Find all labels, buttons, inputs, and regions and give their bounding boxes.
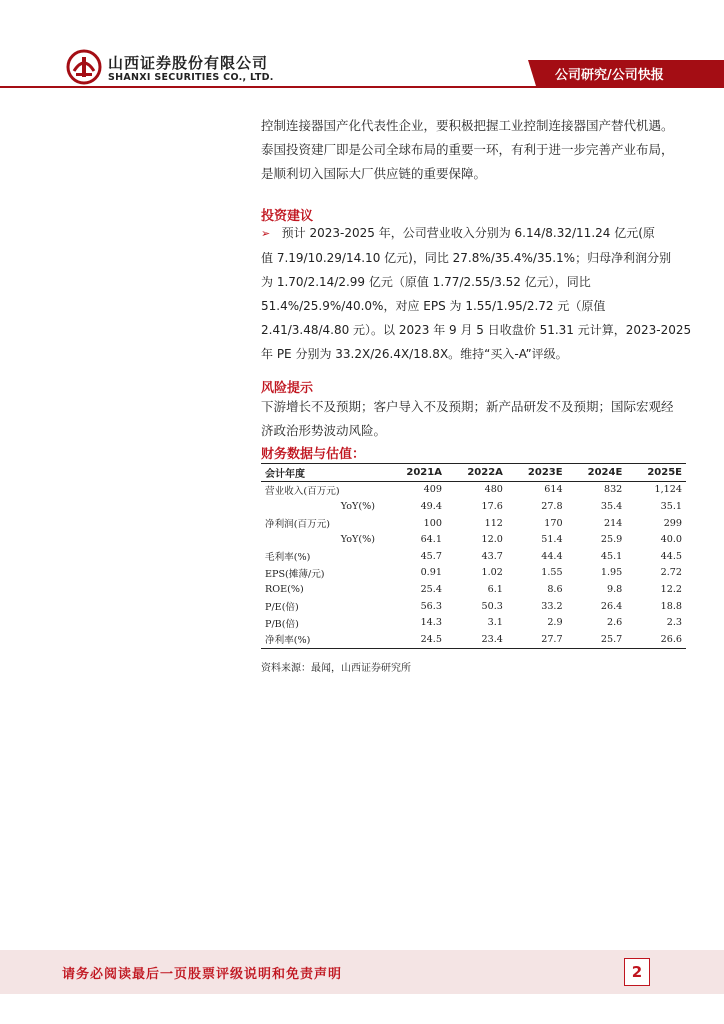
risk-line: 下游增长不及预期；客户导入不及预期；新产品研发不及预期；国际宏观经 [261, 399, 674, 414]
investment-line [261, 221, 691, 246]
table-cell: 45.7 [420, 550, 442, 562]
table-row [261, 614, 686, 631]
table-cell: 2.3 [666, 617, 682, 629]
table-body [261, 481, 686, 648]
table-cell: 14.3 [420, 617, 442, 629]
investment-line: 2.41/3.48/4.80 元）。以 2023 年 9 月 5 日收盘价 51.31 元计算，2023-2025 [261, 323, 692, 337]
table-cell: 49.4 [420, 500, 442, 512]
intro-line: 控制连接器国产化代表性企业，要积极把握工业控制连接器国产替代机遇。 [261, 118, 674, 133]
risk-title: 风险提示 [261, 381, 314, 396]
table-cell: 12.2 [660, 583, 682, 595]
row-label: YoY(%) [340, 534, 375, 546]
financials-table [261, 463, 686, 649]
table-row [261, 548, 686, 565]
table-cell: 25.9 [600, 534, 623, 546]
table-cell: 832 [603, 484, 623, 496]
table-cell: 170 [544, 517, 563, 529]
table-cell: 26.4 [600, 600, 623, 612]
table-header-cell: 会计年度 [265, 468, 305, 480]
table-cell: 18.8 [660, 600, 682, 612]
table-cell: 33.2 [541, 600, 563, 612]
risk-paragraph [261, 395, 691, 443]
table-cell: 6.1 [487, 583, 503, 595]
table-cell: 51.4 [541, 534, 563, 546]
investment-paragraph [261, 221, 691, 366]
intro-paragraph [261, 114, 691, 186]
table-cell: 25.7 [600, 633, 623, 645]
table-cell: 2.6 [607, 617, 623, 629]
table-cell: 64.1 [420, 534, 442, 546]
table-cell: 112 [484, 517, 503, 529]
row-label: 净利润(百万元) [265, 519, 331, 531]
row-label: 净利率(%) [265, 635, 311, 647]
table-cell: 43.7 [481, 550, 503, 562]
table-header-cell: 2022A [467, 466, 503, 478]
table-cell: 2.72 [660, 567, 682, 579]
table-row [261, 531, 686, 548]
table-cell: 1.55 [541, 567, 563, 579]
table-cell: 23.4 [481, 633, 503, 645]
row-label: 营业收入(百万元) [265, 485, 340, 497]
investment-line: 为 1.70/2.14/2.99 亿元（原值 1.77/2.55/3.52 亿元），同比 [261, 275, 591, 289]
financials-title: 财务数据与估值： [261, 447, 366, 462]
investment-title: 投资建议 [261, 209, 314, 224]
table-cell: 214 [603, 517, 623, 529]
table-cell: 0.91 [420, 567, 442, 579]
intro-line: 是顺利切入国际大厂供应链的重要保障。 [261, 166, 487, 181]
table-cell: 35.1 [660, 500, 682, 512]
table-cell: 44.4 [541, 550, 563, 562]
table-row [261, 515, 686, 532]
section-tag-corner [528, 60, 536, 86]
table-cell: 3.1 [487, 617, 503, 629]
table-cell: 17.6 [481, 500, 503, 512]
table-cell: 409 [423, 484, 442, 496]
table-header-cell: 2021A [406, 466, 442, 478]
table-cell: 2.9 [547, 617, 563, 629]
table-cell: 40.0 [660, 534, 682, 546]
table-row [261, 631, 686, 648]
row-label: EPS(摊薄/元) [265, 568, 325, 580]
table-header-cell: 2025E [647, 466, 682, 478]
row-label: P/E(倍) [265, 602, 299, 614]
investment-line: 51.4%/25.9%/40.0%，对应 EPS 为 1.55/1.95/2.72 元（原值 [261, 299, 606, 313]
table-cell: 26.6 [660, 633, 682, 645]
company-name-en: SHANXI SECURITIES CO., LTD. [108, 72, 274, 83]
investment-line: 年 PE 分别为 33.2X/26.4X/18.8X。维持“买入-A”评级。 [261, 347, 568, 361]
investment-line: 值 7.19/10.29/14.10 亿元)，同比 27.8%/35.4%/35.1%；归母净利润分别 [261, 251, 672, 265]
table-row [261, 565, 686, 582]
table-cell: 45.1 [600, 550, 623, 562]
disclaimer-notice: 请务必阅读最后一页股票评级说明和免责声明 [62, 967, 343, 982]
row-label: P/B(倍) [265, 618, 299, 630]
page-number: 2 [624, 958, 650, 986]
table-cell: 27.8 [541, 500, 563, 512]
row-label: YoY(%) [340, 500, 375, 512]
risk-line: 济政治形势波动风险。 [261, 423, 387, 438]
company-name-cn: 山西证券股份有限公司 [108, 54, 269, 72]
table-cell: 1,124 [654, 484, 682, 496]
table-cell: 614 [544, 484, 563, 496]
table-row [261, 598, 686, 615]
table-cell: 56.3 [420, 600, 442, 612]
table-header-cell: 2024E [587, 466, 623, 478]
table-cell: 9.8 [607, 583, 623, 595]
shanxi-securities-logo-icon [66, 49, 102, 85]
table-row [261, 581, 686, 598]
section-tag: 公司研究/公司快报 [555, 68, 664, 83]
table-cell: 35.4 [600, 500, 623, 512]
table-cell: 27.7 [541, 633, 563, 645]
table-cell: 480 [484, 484, 503, 496]
header-rule [0, 86, 724, 88]
table-cell: 8.6 [547, 583, 563, 595]
table-cell: 1.95 [600, 567, 623, 579]
table-cell: 12.0 [481, 534, 503, 546]
table-cell: 100 [423, 517, 442, 529]
table-cell: 299 [663, 517, 682, 529]
investment-line-text: 预计 2023-2025 年，公司营业收入分别为 6.14/8.32/11.24 亿元(原 [281, 226, 655, 240]
table-header-cell: 2023E [527, 466, 563, 478]
data-source-note: 资料来源：最闻，山西证券研究所 [261, 663, 411, 674]
page-header [0, 0, 724, 96]
table-cell: 44.5 [660, 550, 682, 562]
bullet-arrow-icon: ➢ [261, 227, 271, 240]
table-cell: 25.4 [420, 583, 442, 595]
table-cell: 1.02 [481, 567, 503, 579]
table-row [261, 481, 686, 498]
table-cell: 50.3 [481, 600, 503, 612]
table-cell: 24.5 [420, 633, 442, 645]
table-row [261, 498, 686, 515]
row-label: ROE(%) [265, 583, 304, 595]
intro-line: 泰国投资建厂即是公司全球布局的重要一环，有利于进一步完善产业布局， [261, 142, 674, 157]
table-header-row [261, 464, 686, 482]
row-label: 毛利率(%) [265, 552, 311, 564]
